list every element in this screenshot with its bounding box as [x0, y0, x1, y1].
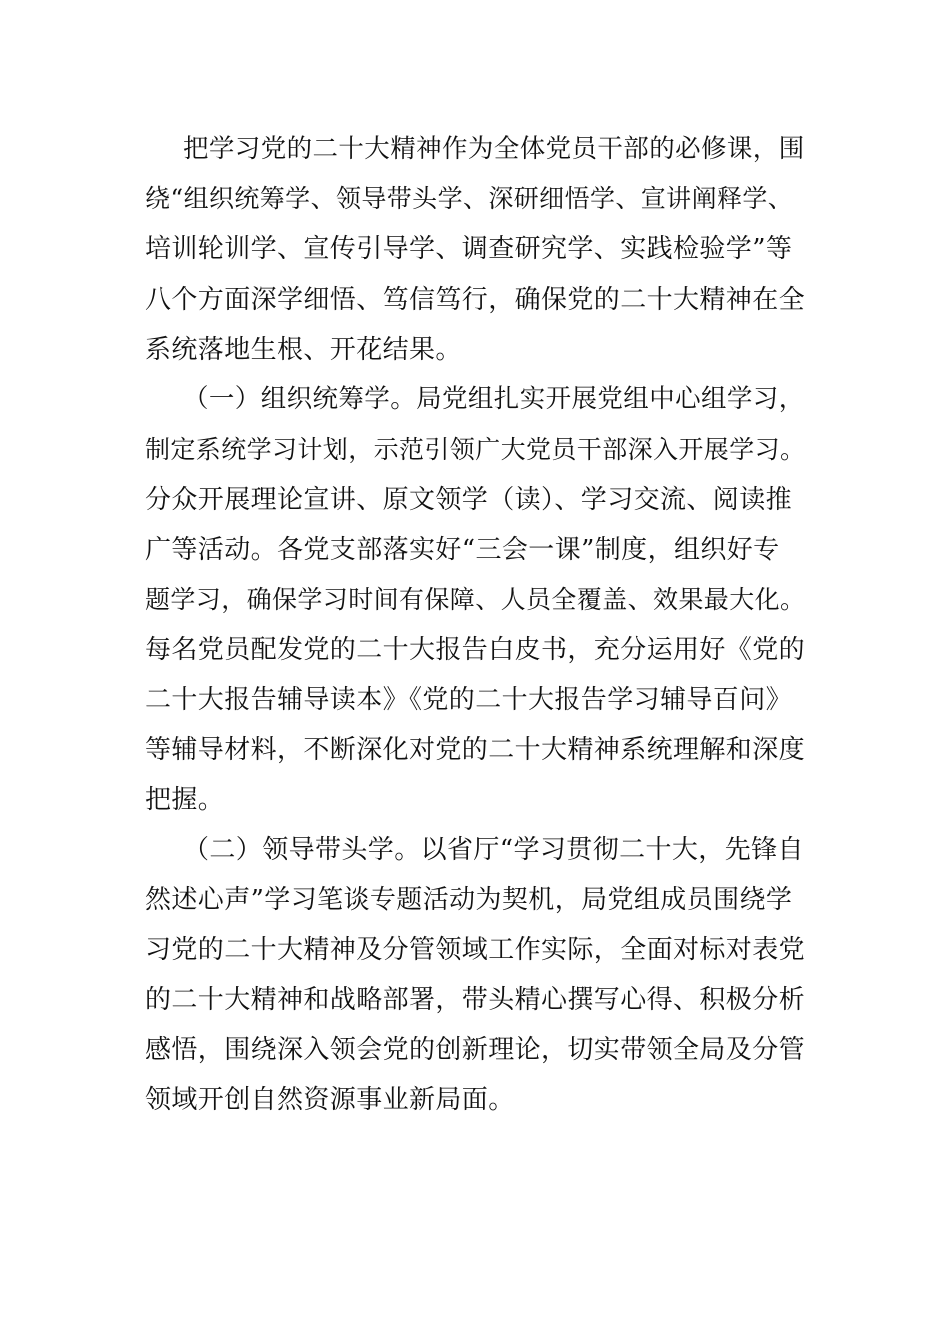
section-one-line-7: 二十大报告辅导读本》《党的二十大报告学习辅导百问》 — [145, 685, 793, 715]
section-one-line-2: 制定系统学习计划，示范引领广大党员干部深入开展学习。 — [145, 435, 806, 464]
section-two-line-2: 然述心声”学习笔谈专题活动为契机，局党组成员围绕学 — [145, 885, 793, 915]
section-one-line-3: 分众开展理论宣讲、原文领学（读）、学习交流、阅读推 — [145, 485, 793, 515]
paragraph-intro-line-2: 绕“组织统筹学、领导带头学、深研细悟学、宣讲阐释学、 — [145, 184, 794, 213]
section-one-line-6: 每名党员配发党的二十大报告白皮书，充分运用好《党的 — [145, 635, 806, 665]
paragraph-intro-line-4: 八个方面深学细悟、笃信笃行，确保党的二十大精神在全 — [145, 285, 806, 315]
section-one-line-1: （一）组织统筹学。局党组扎实开展党组中心组学习， — [183, 384, 805, 414]
paragraph-intro-line-3: 培训轮训学、宣传引导学、调查研究学、实践检验学”等 — [145, 234, 793, 264]
section-one-line-5: 题学习，确保学习时间有保障、人员全覆盖、效果最大化。 — [145, 585, 806, 614]
section-two-line-5: 感悟，围绕深入领会党的创新理论，切实带领全局及分管 — [145, 1035, 806, 1065]
paragraph-intro-line-5: 系统落地生根、开花结果。 — [145, 335, 462, 365]
section-one-line-8: 等辅导材料，不断深化对党的二十大精神系统理解和深度 — [145, 735, 806, 765]
paragraph-intro-line-1: 把学习党的二十大精神作为全体党员干部的必修课，围 — [183, 134, 805, 164]
section-one-line-4: 广等活动。各党支部落实好“三会一课”制度，组织好专 — [145, 535, 780, 565]
section-one-line-9: 把握。 — [145, 785, 225, 815]
section-two-line-4: 的二十大精神和战略部署，带头精心撰写心得、积极分析 — [145, 985, 806, 1015]
section-two-line-6: 领域开创自然资源事业新局面。 — [145, 1085, 515, 1115]
section-two-line-3: 习党的二十大精神及分管领域工作实际，全面对标对表党 — [145, 935, 806, 965]
section-two-line-1: （二）领导带头学。以省厅“学习贯彻二十大，先锋自 — [183, 835, 804, 865]
